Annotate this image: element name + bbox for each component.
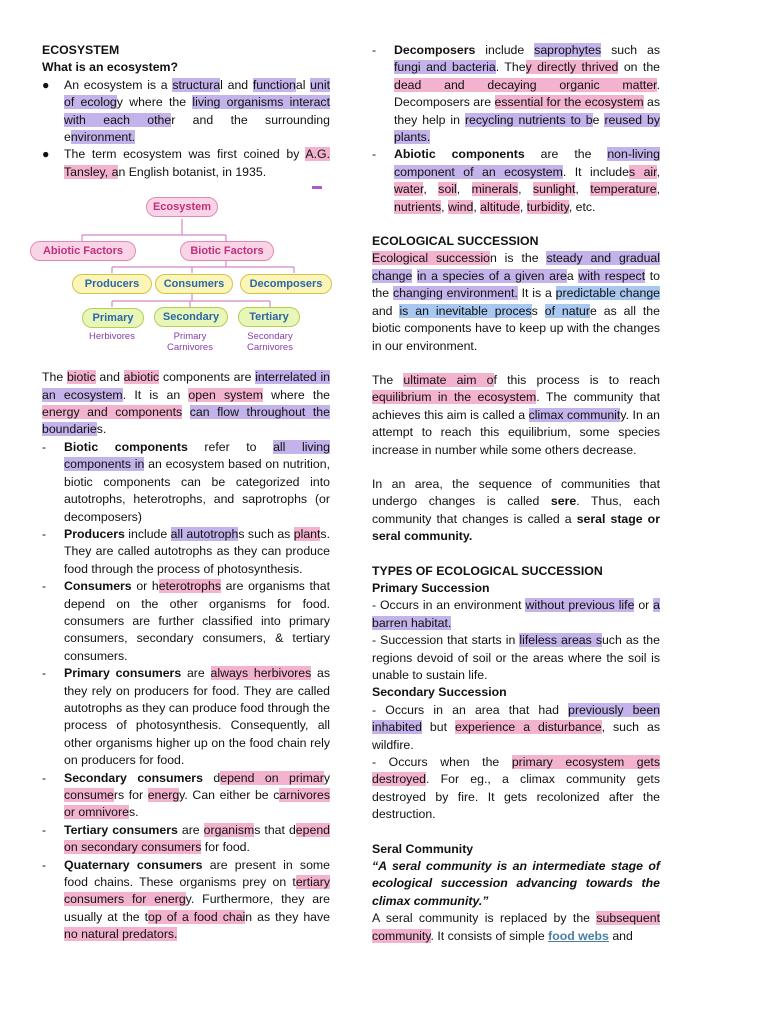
text-run: , [441,199,449,214]
text-run: are the [524,147,608,162]
consumer-list [42,439,330,944]
subheading-seral: Seral Community [372,841,474,856]
bold-term: Secondary consumers [64,770,203,785]
diagram-node-tertiary: Tertiary [238,307,300,327]
bold-term: Quaternary consumers [64,857,203,872]
highlight: nvironment. [70,130,136,145]
highlight: wind [448,199,474,214]
list-item: - Biotic components refer to all living components in an ecosystem based on nutrition, biotic components can be categorized into autotrophs, heterotrophs, and saprotrophs (or decomposers) [42,439,330,524]
list-item: - Consumers or heterotrophs are organisms that depend on the other organisms for food. consumers are further classified into primary consumers, secondary consumers, & tertiary consumers. [42,579,330,663]
component-list [372,42,660,216]
highlight: structura [172,77,221,92]
highlight: all autotroph [170,526,239,541]
text-run [182,405,190,419]
list-item: - Secondary consumers depend on primary consumers for energy. Can either be carnivores or omnivores. [42,770,330,820]
highlight: in a species of a given are [416,268,567,283]
right-column [372,42,660,945]
highlight: all living components in [64,439,330,472]
highlight: subsequent community [372,911,660,943]
text-run: , [473,199,481,214]
highlight: experience a disturbance [455,720,602,735]
highlight: reused by plants. [394,112,660,145]
highlight: y directly thrived [525,60,619,75]
paragraph [372,372,660,459]
text-run: - Occurs in an area that had [372,702,569,717]
text-run: . The community that achieves this aim is called a [372,390,660,422]
paragraph [372,597,660,632]
highlight: changing environment. [392,286,518,301]
highlight: epend on primar [220,770,324,785]
diagram-tiny-mark [312,186,322,189]
text-run: , [656,182,661,197]
text-run: A seral community is replaced by the [372,911,597,926]
highlight: a barren habitat. [372,598,660,630]
text-run: , [456,182,472,197]
left-column [42,42,330,944]
text-run: . It include [562,164,629,179]
ecosystem-diagram [30,189,330,369]
text-run: l and [220,77,253,92]
text-run: s. [128,805,139,820]
highlight: epend on secondary consumers [64,822,330,855]
list-item: - Producers include all autotrophs such as plants. They are called autotrophs as they can produce food through the process of photosynthesis. [42,526,330,576]
highlight: minerals [471,182,519,197]
text-run: to the [372,268,660,301]
text-run: s that d [254,822,296,837]
subheading-primary: Primary Succession [372,580,490,595]
text-run: a [566,268,579,283]
text-run: and [608,928,633,943]
list-item: ● An ecosystem is a structural and functional unit of ecology where the living organisms interact with each other and the surrounding environment. [42,77,330,145]
text-run: d [202,770,221,785]
list-item: - Primary consumers are always herbivores as they rely on producers for food. They are called autotrophs as they can produce food through the process of photosynthesis. Consequently, all other organisms higher up on the food chain rely on producers for food. [42,666,331,768]
highlight: plant [293,526,321,541]
text-run: y. Furthermore, they are usually at the t [64,892,330,924]
list-item: - Decomposers include saprophytes such as fungi and bacteria. They directly thrived on the dead and decaying organic matter. Decomposers are essential for the ecosystem as they help in recycling nutrients to be reused by plants. [372,43,661,145]
bold-term: Primary consumers [64,666,182,681]
text-run: , [575,182,591,197]
diagram-node-abiotic: Abiotic Factors [30,241,136,261]
text-run: include [475,43,535,57]
section-heading-types: TYPES OF ECOLOGICAL SUCCESSION [372,563,603,578]
text-run: s such as [238,526,294,541]
text-run: f this process is to reach [493,372,660,387]
text-run: n is the [489,251,547,266]
paragraph [372,250,660,354]
text-run: s [531,303,545,318]
bold-term: Producers [64,526,125,541]
text-run: and [372,303,400,318]
highlight: open system [188,387,263,402]
text-run: It is a [517,286,556,301]
highlight: no natural predators. [64,927,178,942]
text-run: y where the [116,95,193,110]
highlight: climax communit [528,407,621,422]
highlight: consume [64,788,114,802]
highlight: unit of ecolog [64,77,330,110]
bold-term: sere [550,494,577,509]
highlight: previously been inhabited [372,702,660,735]
text-run: are [177,822,204,837]
text-run: where the [262,387,330,402]
text-run: - Occurs in an environment [372,598,526,613]
diagram-label-secondary-carnivores: Secondary Carnivores [247,331,293,354]
highlight: lifeless areas s [519,633,602,648]
paragraph [372,632,660,684]
highlight: energy and components [42,405,183,420]
text-run: . For eg., a climax community gets destroyed by fire. It gets recolonized after the destruction. [372,772,660,822]
text-run: The term ecosystem was first coined by [64,147,306,162]
text-run: The [42,370,67,385]
highlight: op of a food chai [148,909,246,924]
highlight: s air [628,164,657,179]
highlight: is an inevitable proces [399,303,532,318]
text-run: components are [159,370,256,385]
highlight: eterotrophs [158,579,221,594]
text-run: y. In an attempt to reach this equilibrium, some species increase in number while some others decrease. [372,407,661,457]
text-run: as they help in [394,95,661,127]
text-run: e as all the biotic components have to keep up with the changes in our environment. [372,303,660,353]
text-run: e [592,112,605,127]
highlight: soil [438,182,457,197]
highlight: always herbivores [210,666,312,681]
text-run: s. They are called autotrophs as they can produce food through the process of photosynthesis. [64,526,330,576]
text-run: refer to [187,439,274,454]
text-run: . Decomposers are [394,77,660,110]
text-run: as they rely on producers for food. They are called autotrophs as they can produce food through the process of photosynthesis. Consequently, all other organisms higher up on the food chain rely on producers for food. [64,666,331,768]
highlight: function [252,77,296,92]
text-run: , [519,199,527,214]
highlight: of natur [544,303,590,318]
text-run: , [518,182,533,197]
bold-term: Decomposers [394,43,476,57]
text-run: . Thus, each community that changes is called a [372,494,660,526]
text-run: . The [495,60,526,75]
highlight: water [394,182,424,197]
diagram-node-biotic: Biotic Factors [180,241,274,261]
highlight: Ecological successio [372,251,490,266]
diagram-node-decomposers: Decomposers [240,274,332,294]
text-run: y. Can either be c [179,788,280,802]
text-run: but [421,720,456,735]
diagram-node-ecosystem: Ecosystem [146,197,218,217]
highlight: sunlight [533,182,576,197]
text-run: , [656,164,660,179]
highlight: primary ecosystem gets destroyed [372,755,660,787]
highlight: organism [203,822,255,837]
page-title: ECOSYSTEM [42,43,120,57]
paragraph [42,369,330,439]
highlight: equilibrium in the ecosystem [372,390,537,405]
highlight: temperature [590,182,657,197]
text-run: In an area, the sequence of communities that undergo changes is called [372,476,660,509]
text-run: . It consists of simple [430,928,549,943]
bold-term: Tertiary consumers [64,822,178,837]
highlight: without previous life [525,598,635,613]
highlight: with respect [578,268,646,283]
highlight: A.G. Tansley, a [64,147,330,179]
highlight: ertiary consumers for energ [64,875,330,907]
paragraph [372,754,660,824]
text-run: The [372,372,404,387]
highlight: interrelated in an ecosystem [42,370,331,402]
highlight: essential for the ecosystem [494,95,644,110]
text-run: are organisms that depend on the other organisms for food. consumers are further classified into primary consumers, secondary consumers, & tertiary consumers. [64,579,330,663]
highlight: ultimate aim o [403,372,494,387]
list-item: - Abiotic components are the non-living component of an ecosystem. It includes air, water, soil, minerals, sunlight, temperature, nutrients, wind, altitude, turbidity, etc. [372,147,661,214]
highlight: altitude [480,199,520,214]
section-heading-succession: ECOLOGICAL SUCCESSION [372,234,539,249]
highlight: biotic [66,370,96,385]
diagram-node-producers: Producers [72,274,152,294]
list-item: - Quaternary consumers are present in some food chains. These organisms prey on tertiary consumers for energy. Furthermore, they are usually at the top of a food chain as they have no natural predators. [42,857,330,942]
text-run: y [323,770,330,785]
paragraph [372,702,660,754]
text-run: rs for [113,788,148,802]
text-run: an ecosystem based on nutrition, biotic components can be categorized into autotrophs, heterotrophs, and saprotrophs (or decomposers) [64,457,330,524]
text-run: , etc. [568,199,596,214]
text-run: , [423,182,439,197]
paragraph [372,476,660,546]
text-run: - Succession that starts in [372,633,520,648]
text-run: uch as the regions devoid of soil or the areas where the soil is unable to sustain life. [372,633,660,682]
paragraph [372,910,660,945]
highlight: abiotic [123,370,160,385]
subheading-secondary: Secondary Succession [372,685,507,700]
diagram-label-primary-carnivores: Primary Carnivores [167,331,213,354]
text-run: n English botanist, in 1935. [118,164,267,179]
section-question: What is an ecosystem? [42,60,178,75]
highlight: arnivores or omnivore [64,788,330,820]
diagram-label-herbivores: Herbivores [89,331,135,343]
text-run: - Occurs when the [372,755,512,770]
diagram-node-consumers: Consumers [155,274,233,294]
bold-term: seral stage or seral community. [372,511,660,544]
text-run: include [124,526,171,541]
food-webs-link[interactable]: food webs [548,928,609,943]
highlight: recycling nutrients to b [464,112,593,127]
highlight: nutrients [394,199,442,214]
list-item: ● The term ecosystem was first coined by A.G. Tansley, an English botanist, in 1935. [42,147,330,179]
text-run: are [181,666,211,681]
highlight: predictable change [555,286,661,301]
highlight: turbidity [526,199,569,214]
text-run: , such as wildfire. [372,720,660,752]
highlight: energ [147,788,180,802]
text-run: such as [601,43,660,57]
highlight: living organisms interact with each othe [64,95,330,127]
highlight: steady and gradual change [372,251,660,283]
text-run: are present in some food chains. These organisms prey on t [64,857,330,890]
text-run: s. [96,422,107,437]
text-run: for food. [201,840,250,855]
bold-term: Consumers [64,579,132,594]
diagram-node-secondary: Secondary [154,307,228,327]
highlight: non-living component of an ecosystem [394,147,660,179]
bold-term: Abiotic components [394,147,525,162]
text-run: on the [618,60,661,75]
diagram-node-primary: Primary [82,308,144,328]
text-run: al [295,77,311,92]
highlight: saprophytes [534,43,602,57]
text-run: n as they have [245,909,330,924]
text-run: . It is an [122,387,189,402]
text-run: or h [131,579,159,594]
list-item: - Tertiary consumers are organisms that depend on secondary consumers for food. [42,822,330,855]
bold-term: Biotic components [64,439,188,454]
text-run: An ecosystem is a [64,77,173,92]
seral-quote: “A seral community is an intermediate stage of ecological succession advancing towards the climax community.” [372,859,660,908]
highlight: fungi and bacteria [394,60,496,75]
text-run: and [95,370,124,385]
text-run: r and the surrounding e [64,112,330,145]
highlight: dead and decaying organic matter [394,77,657,92]
highlight: can flow throughout the boundarie [42,405,330,437]
text-run: or [634,598,654,613]
